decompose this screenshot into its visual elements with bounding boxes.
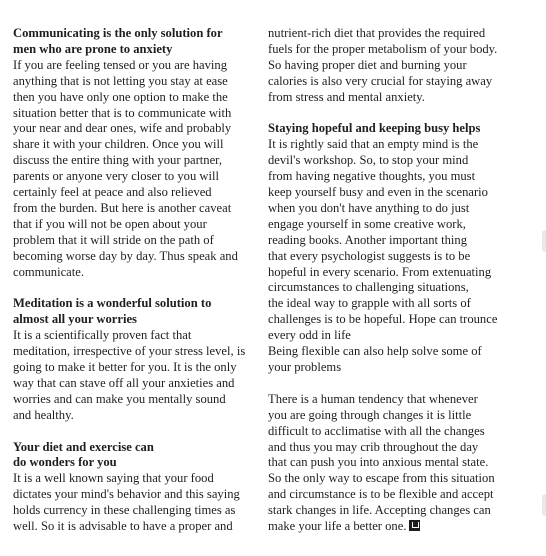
body-text-line (268, 90, 506, 106)
body-text-line (268, 265, 506, 281)
line-text: challenges is to be hopeful. Hope can trounce (268, 312, 498, 327)
line-text: fuels for the proper metabolism of your body. (268, 41, 498, 56)
line-text: way that can stave off all your anxieties and (13, 375, 235, 390)
body-text-line (13, 153, 251, 169)
body-text-line (13, 519, 251, 535)
body-text-line (13, 169, 251, 185)
body-text-line (13, 265, 251, 281)
line-text: situation better that is to communicate with (13, 105, 232, 120)
body-text-line (268, 185, 506, 201)
line-text: men who are prone to anxiety (13, 41, 173, 56)
line-text: Meditation is a wonderful solution to (13, 296, 212, 311)
body-text-line (13, 106, 251, 122)
line-text: worries and can make you mentally sound (13, 391, 226, 406)
body-text-line (13, 90, 251, 106)
line-text: make your life a better one. (268, 519, 407, 534)
line-text: So the only way to escape from this situation (268, 471, 495, 486)
line-text: do wonders for you (13, 455, 117, 470)
body-text-line (268, 487, 506, 503)
body-text-line (13, 185, 251, 201)
body-text-line (268, 328, 506, 344)
body-text-line (268, 471, 506, 487)
line-text: discuss the entire thing with your partner, (13, 153, 222, 168)
paragraph-gap (268, 106, 506, 122)
body-text-line (268, 26, 506, 42)
line-text: you are going through changes it is little (268, 407, 472, 422)
section-heading-line (268, 121, 506, 137)
line-text: the ideal way to grapple with all sorts of (268, 296, 471, 311)
line-text: communicate. (13, 264, 84, 279)
body-text-line (13, 360, 251, 376)
body-text-line (268, 249, 506, 265)
line-text: from having negative thoughts, you must (268, 169, 476, 184)
line-text: parents or anyone very closer to you will (13, 169, 219, 184)
body-text-line (268, 217, 506, 233)
line-text: well. So it is advisable to have a proper and (13, 519, 233, 534)
body-text-line (268, 312, 506, 328)
body-text-line (13, 344, 251, 360)
line-text: keep yourself busy and even in the scenario (268, 185, 488, 200)
line-text: then you have only one option to make the (13, 89, 228, 104)
page-edge-tab-upper (542, 230, 546, 252)
body-text-line (13, 392, 251, 408)
line-text: when you don't have anything to do just (268, 200, 470, 215)
line-text: that if you will not be open about your (13, 216, 207, 231)
line-text: engage yourself in some creative work, (268, 216, 466, 231)
line-text: It is a scientifically proven fact that (13, 328, 192, 343)
section-heading-line (13, 26, 251, 42)
line-text: your problems (268, 360, 342, 375)
line-text: Being flexible can also help solve some of (268, 344, 482, 359)
body-text-line (268, 519, 506, 535)
line-text: hopeful in every scenario. From extenuating (268, 264, 492, 279)
line-text: Your diet and exercise can (13, 439, 154, 454)
body-text-line (13, 217, 251, 233)
body-text-line (268, 169, 506, 185)
body-text-line (13, 121, 251, 137)
line-text: Staying hopeful and keeping busy helps (268, 121, 481, 136)
body-text-line (13, 503, 251, 519)
line-text: Communicating is the only solution for (13, 26, 223, 40)
body-text-line (13, 408, 251, 424)
line-text: and circumstance is to be flexible and accept (268, 487, 494, 502)
line-text: So having proper diet and burning your (268, 57, 467, 72)
body-text-line (13, 376, 251, 392)
line-text: going to make it better for you. It is the only (13, 360, 237, 375)
line-text: and healthy. (13, 407, 74, 422)
body-text-line (13, 249, 251, 265)
body-text-line (13, 201, 251, 217)
line-text: problem that it will stride on the path of (13, 232, 214, 247)
line-text: anything that is not letting you stay at ease (13, 73, 228, 88)
article-column-right (268, 26, 506, 535)
body-text-line (268, 137, 506, 153)
body-text-line (268, 440, 506, 456)
section-heading-line (13, 455, 251, 471)
page-edge-tab-lower (542, 494, 546, 516)
line-text: nutrient-rich diet that provides the required (268, 26, 486, 40)
line-text: share it with your children. Once you will (13, 137, 224, 152)
end-of-article-icon (409, 520, 420, 531)
line-text: becoming worse day by day. Thus speak and (13, 248, 238, 263)
line-text: difficult to acclimatise with all the changes (268, 423, 485, 438)
body-text-line (268, 233, 506, 249)
line-text: reading books. Another important thing (268, 232, 468, 247)
line-text: every odd in life (268, 328, 351, 343)
line-text: devil's workshop. So, to stop your mind (268, 153, 469, 168)
body-text-line (268, 424, 506, 440)
line-text: from the burden. But here is another caveat (13, 200, 232, 215)
body-text-line (268, 344, 506, 360)
article-column-left (13, 26, 251, 535)
body-text-line (268, 455, 506, 471)
line-text: your near and dear ones, wife and probably (13, 121, 232, 136)
body-text-line (268, 408, 506, 424)
section-heading-line (13, 312, 251, 328)
line-text: There is a human tendency that whenever (268, 391, 478, 406)
line-text: holds currency in these challenging times as (13, 503, 236, 518)
body-text-line (268, 153, 506, 169)
body-text-line (13, 74, 251, 90)
line-text: If you are feeling tensed or you are having (13, 57, 228, 72)
line-text: almost all your worries (13, 312, 137, 327)
paragraph-gap (13, 281, 251, 297)
body-text-line (268, 280, 506, 296)
paragraph-gap (268, 376, 506, 392)
body-text-line (13, 328, 251, 344)
body-text-line (268, 392, 506, 408)
body-text-line (268, 58, 506, 74)
line-text: and thus you may crib throughout the day (268, 439, 479, 454)
line-text: from stress and mental anxiety. (268, 89, 425, 104)
section-heading-line (13, 42, 251, 58)
body-text-line (268, 201, 506, 217)
section-heading-line (13, 296, 251, 312)
line-text: circumstances to challenging situations, (268, 280, 469, 295)
body-text-line (268, 296, 506, 312)
body-text-line (13, 58, 251, 74)
body-text-line (13, 471, 251, 487)
paragraph-gap (13, 424, 251, 440)
body-text-line (268, 360, 506, 376)
line-text: that every psychologist suggests is to be (268, 248, 471, 263)
body-text-line (268, 503, 506, 519)
body-text-line (13, 487, 251, 503)
body-text-line (13, 233, 251, 249)
body-text-line (268, 42, 506, 58)
line-text: dictates your mind's behavior and this saying (13, 487, 240, 502)
line-text: that can push you into anxious mental state. (268, 455, 489, 470)
line-text: certainly feel at peace and also relieved (13, 185, 212, 200)
line-text: stark changes in life. Accepting changes can (268, 503, 491, 518)
line-text: It is a well known saying that your food (13, 471, 214, 486)
body-text-line (13, 137, 251, 153)
line-text: calories is also very crucial for staying away (268, 73, 493, 88)
section-heading-line (13, 440, 251, 456)
line-text: It is rightly said that an empty mind is the (268, 137, 479, 152)
body-text-line (268, 74, 506, 90)
line-text: meditation, irrespective of your stress level, is (13, 344, 246, 359)
